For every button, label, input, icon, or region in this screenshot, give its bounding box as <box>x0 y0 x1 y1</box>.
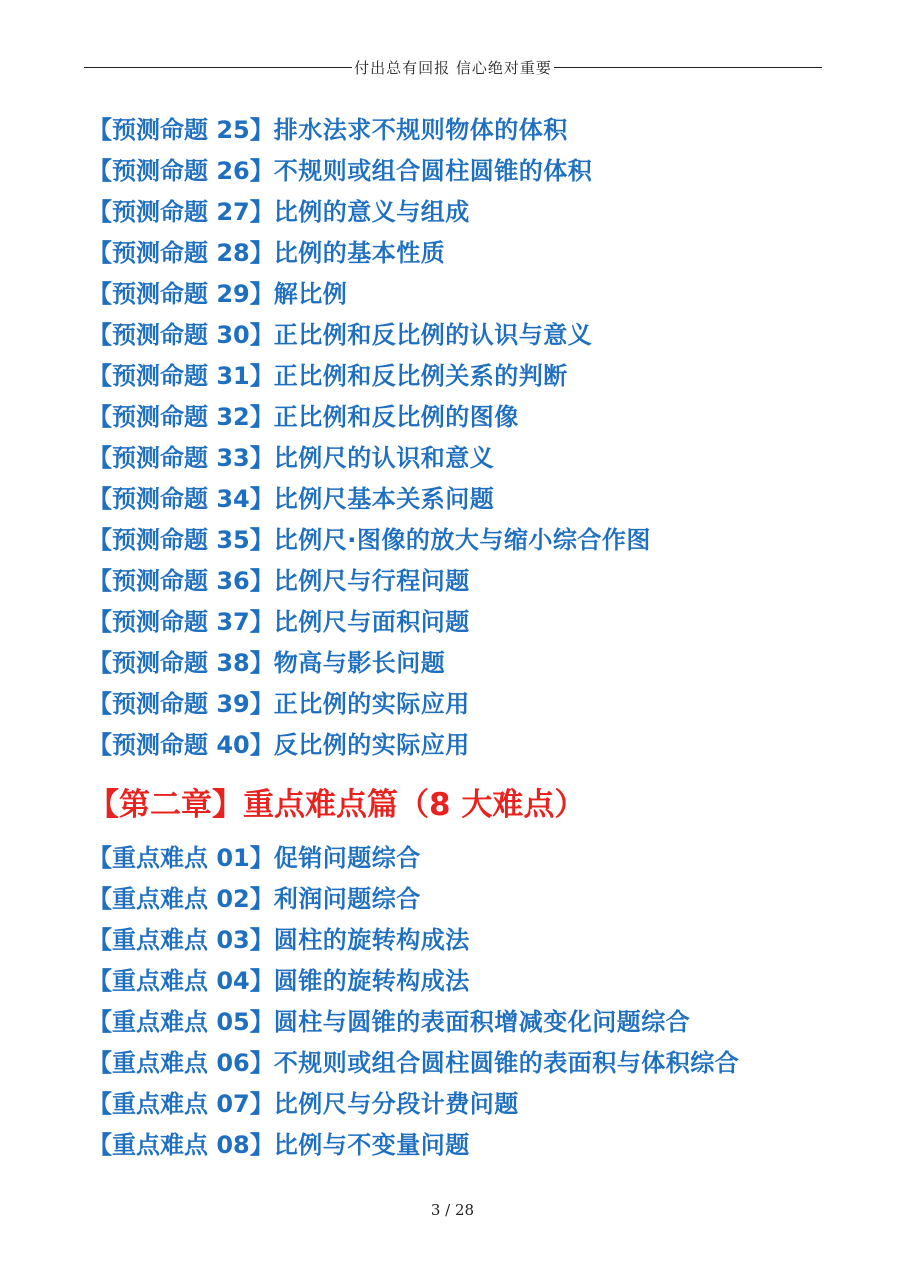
item-tag: 【预测命题 28】 <box>88 239 274 267</box>
item-tag: 【预测命题 39】 <box>88 690 274 718</box>
item-tag: 【预测命题 34】 <box>88 485 274 513</box>
item-tag: 【预测命题 33】 <box>88 444 274 472</box>
item-title: 利润问题综合 <box>273 885 421 913</box>
toc-item-prediction-28[interactable] <box>88 233 445 273</box>
chapter-heading: 【第二章】重点难点篇（8 大难点） <box>88 787 586 823</box>
item-title: 反比例的实际应用 <box>273 731 470 759</box>
item-title: 圆柱与圆锥的表面积增减变化问题综合 <box>273 1008 691 1036</box>
page-header <box>84 54 822 80</box>
item-title: 排水法求不规则物体的体积 <box>273 116 568 144</box>
item-tag: 【预测命题 26】 <box>88 157 274 185</box>
item-title: 圆锥的旋转构成法 <box>273 967 470 995</box>
item-title: 解比例 <box>273 280 348 308</box>
toc-item-prediction-36[interactable] <box>88 561 470 601</box>
item-title: 正比例和反比例的认识与意义 <box>273 321 593 349</box>
item-tag: 【预测命题 32】 <box>88 403 274 431</box>
toc-item-difficulty-07[interactable] <box>88 1084 519 1124</box>
item-tag: 【重点难点 08】 <box>88 1131 274 1159</box>
item-tag: 【预测命题 25】 <box>88 116 274 144</box>
item-title: 比例尺与行程问题 <box>273 567 470 595</box>
item-tag: 【预测命题 27】 <box>88 198 274 226</box>
item-title: 不规则或组合圆柱圆锥的体积 <box>273 157 593 185</box>
toc-item-prediction-40[interactable] <box>88 725 470 765</box>
toc-item-prediction-37[interactable] <box>88 602 470 642</box>
toc-item-prediction-32[interactable] <box>88 397 519 437</box>
header-rule-right <box>554 67 822 68</box>
toc-item-prediction-39[interactable] <box>88 684 470 724</box>
item-title: 比例尺的认识和意义 <box>273 444 495 472</box>
toc-item-prediction-34[interactable] <box>88 479 494 519</box>
header-motto: 付出总有回报 信心绝对重要 <box>354 58 552 77</box>
item-tag: 【预测命题 29】 <box>88 280 274 308</box>
item-tag: 【重点难点 07】 <box>88 1090 274 1118</box>
toc-item-difficulty-04[interactable] <box>88 961 470 1001</box>
toc-item-prediction-35[interactable] <box>88 520 651 560</box>
item-title: 圆柱的旋转构成法 <box>273 926 470 954</box>
toc-item-prediction-38[interactable] <box>88 643 445 683</box>
toc-item-difficulty-03[interactable] <box>88 920 470 960</box>
toc-item-prediction-29[interactable] <box>88 274 347 314</box>
header-rule-left <box>84 67 352 68</box>
item-tag: 【预测命题 35】 <box>88 526 274 554</box>
item-tag: 【重点难点 02】 <box>88 885 274 913</box>
item-title: 比例尺基本关系问题 <box>273 485 495 513</box>
item-title: 比例尺与面积问题 <box>273 608 470 636</box>
toc-item-prediction-27[interactable] <box>88 192 470 232</box>
item-title: 正比例的实际应用 <box>273 690 470 718</box>
item-tag: 【预测命题 40】 <box>88 731 274 759</box>
item-tag: 【预测命题 30】 <box>88 321 274 349</box>
item-tag: 【预测命题 38】 <box>88 649 274 677</box>
item-title: 比例的意义与组成 <box>273 198 470 226</box>
toc-item-prediction-26[interactable] <box>88 151 592 191</box>
item-tag: 【重点难点 01】 <box>88 844 274 872</box>
item-title: 比例尺·图像的放大与缩小综合作图 <box>273 526 651 554</box>
toc-item-prediction-33[interactable] <box>88 438 494 478</box>
toc-item-prediction-31[interactable] <box>88 356 568 396</box>
item-title: 比例的基本性质 <box>273 239 446 267</box>
item-title: 促销问题综合 <box>273 844 421 872</box>
item-title: 正比例和反比例的图像 <box>273 403 519 431</box>
toc-item-difficulty-02[interactable] <box>88 879 421 919</box>
item-tag: 【重点难点 04】 <box>88 967 274 995</box>
toc-item-difficulty-08[interactable] <box>88 1125 470 1165</box>
toc-item-difficulty-05[interactable] <box>88 1002 690 1042</box>
item-tag: 【重点难点 05】 <box>88 1008 274 1036</box>
item-title: 比例尺与分段计费问题 <box>273 1090 519 1118</box>
item-tag: 【预测命题 36】 <box>88 567 274 595</box>
item-tag: 【重点难点 06】 <box>88 1049 274 1077</box>
toc-item-difficulty-01[interactable] <box>88 838 421 878</box>
item-title: 比例与不变量问题 <box>273 1131 470 1159</box>
toc-item-prediction-25[interactable] <box>88 110 568 150</box>
item-tag: 【预测命题 37】 <box>88 608 274 636</box>
toc-item-prediction-30[interactable] <box>88 315 592 355</box>
toc-item-difficulty-06[interactable] <box>88 1043 739 1083</box>
item-title: 不规则或组合圆柱圆锥的表面积与体积综合 <box>273 1049 740 1077</box>
page-number: 3 / 28 <box>430 1201 475 1219</box>
item-tag: 【重点难点 03】 <box>88 926 274 954</box>
item-title: 物高与影长问题 <box>273 649 446 677</box>
item-title: 正比例和反比例关系的判断 <box>273 362 568 390</box>
item-tag: 【预测命题 31】 <box>88 362 274 390</box>
